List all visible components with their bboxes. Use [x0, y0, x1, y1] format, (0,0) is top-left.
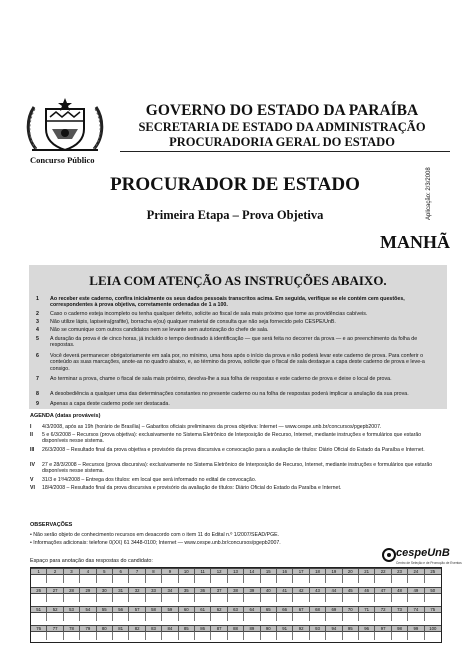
question-number: 94 — [326, 626, 342, 633]
answer-cell[interactable] — [375, 613, 391, 621]
question-number: 70 — [343, 607, 359, 614]
answer-cell[interactable] — [293, 632, 309, 640]
question-number: 16 — [277, 569, 293, 576]
question-number: 73 — [392, 607, 408, 614]
answer-cell[interactable] — [310, 575, 326, 583]
answer-cell[interactable] — [80, 613, 96, 621]
question-number: 93 — [310, 626, 326, 633]
question-number: 84 — [162, 626, 178, 633]
agenda-text: 4/3/2008, após as 19h (horário de Brasília) – Gabaritos oficiais preliminares da prova objetiva: Internet — www.cespe.unb.br/concursos/pgepb2007. — [42, 424, 382, 430]
instruction-number: 9 — [36, 401, 39, 407]
answer-cell[interactable] — [31, 575, 47, 583]
instruction-item — [36, 327, 440, 334]
instruction-text: Ao receber este caderno, confira inicialmente os seus dados pessoais transcritos acima. Em seguida, verifique se ele contém cem questões, correspondentes à prova objetiva, corretamente ordenadas de 1 a 100. — [50, 296, 405, 309]
question-number: 65 — [261, 607, 277, 614]
instruction-item — [36, 376, 440, 390]
question-number: 97 — [375, 626, 391, 633]
answer-cell[interactable] — [47, 632, 63, 640]
header-secretariat: SECRETARIA DE ESTADO DA ADMINISTRAÇÃO — [138, 120, 426, 134]
question-number: 8 — [146, 569, 162, 576]
agenda-number: V — [30, 477, 34, 483]
exam-type-label: Concurso Público — [30, 155, 95, 165]
question-number: 90 — [261, 626, 277, 633]
agenda-number: IV — [30, 462, 35, 468]
question-number: 91 — [277, 626, 293, 633]
answer-cell[interactable] — [179, 613, 195, 621]
answer-cell[interactable] — [326, 632, 342, 640]
answer-cell[interactable] — [293, 594, 309, 602]
answer-cell[interactable] — [244, 594, 260, 602]
answer-cell[interactable] — [277, 594, 293, 602]
answer-cell[interactable] — [31, 632, 47, 640]
question-number: 46 — [359, 588, 375, 595]
instruction-number: 1 — [36, 296, 39, 302]
question-number: 34 — [162, 588, 178, 595]
answer-cell[interactable] — [359, 594, 375, 602]
question-number: 35 — [179, 588, 195, 595]
answer-cell[interactable] — [80, 632, 96, 640]
question-number: 54 — [80, 607, 96, 614]
position-title: PROCURADOR DE ESTADO — [110, 174, 360, 195]
question-number: 4 — [80, 569, 96, 576]
answer-cell[interactable] — [228, 613, 244, 621]
agenda-text: 31/3 e 1º/4/2008 – Entrega dos títulos: em local que será informado no edital de convocação. — [42, 477, 257, 483]
answer-cell[interactable] — [64, 613, 80, 621]
question-number: 10 — [179, 569, 195, 576]
answer-cell[interactable] — [228, 632, 244, 640]
instruction-number: 7 — [36, 376, 39, 382]
question-number: 60 — [179, 607, 195, 614]
question-number: 28 — [64, 588, 80, 595]
question-number: 22 — [375, 569, 391, 576]
question-number: 20 — [343, 569, 359, 576]
answer-cell[interactable] — [261, 632, 277, 640]
question-number: 39 — [244, 588, 260, 595]
instruction-number: 6 — [36, 353, 39, 359]
observation-item: • Informações adicionais: telefone 0(XX) 61 3448-0100; Internet — www.cespe.unb.br/concursos/pgepb2007. — [30, 540, 281, 546]
question-number: 85 — [179, 626, 195, 633]
instruction-number: 4 — [36, 327, 39, 333]
answer-cell[interactable] — [359, 613, 375, 621]
answer-blank-row — [31, 594, 441, 602]
question-number: 99 — [408, 626, 424, 633]
question-number: 30 — [97, 588, 113, 595]
agenda-item — [30, 432, 442, 445]
answer-cell[interactable] — [261, 594, 277, 602]
question-number: 82 — [129, 626, 145, 633]
question-number: 7 — [129, 569, 145, 576]
header-government: GOVERNO DO ESTADO DA PARAÍBA — [145, 102, 419, 119]
answer-cell[interactable] — [261, 575, 277, 583]
answer-cell[interactable] — [228, 575, 244, 583]
instruction-item — [36, 353, 440, 373]
question-number: 13 — [228, 569, 244, 576]
answer-cell[interactable] — [146, 575, 162, 583]
answer-cell[interactable] — [64, 632, 80, 640]
instruction-text: Não se comunique com outros candidatos nem se levante sem autorização do chefe de sala. — [50, 327, 269, 333]
question-number: 81 — [113, 626, 129, 633]
answer-cell[interactable] — [195, 594, 211, 602]
instruction-text: Você deverá permanecer obrigatoriamente em sala por, no mínimo, uma hora após o início da prova e não poderá levar este caderno de prova. Para conferir o conteúdo as suas marcações, anote-as no quadro abaixo, e, ao término da prova, solicite que o fiscal de sala destaque a capa deste caderno de prova e leve-a consigo. — [50, 353, 425, 372]
answer-cell[interactable] — [293, 613, 309, 621]
agenda-number: I — [30, 424, 32, 430]
question-number: 14 — [244, 569, 260, 576]
header-attorney-general: PROCURADORIA GERAL DO ESTADO — [169, 135, 395, 149]
question-number: 32 — [129, 588, 145, 595]
question-number: 71 — [359, 607, 375, 614]
question-number: 3 — [64, 569, 80, 576]
question-number: 26 — [31, 588, 47, 595]
instruction-number: 5 — [36, 336, 39, 342]
question-number: 98 — [392, 626, 408, 633]
answer-cell[interactable] — [425, 632, 441, 640]
question-number: 15 — [261, 569, 277, 576]
answer-cell[interactable] — [392, 632, 408, 640]
question-number: 5 — [97, 569, 113, 576]
answer-cell[interactable] — [375, 632, 391, 640]
answer-cell[interactable] — [277, 632, 293, 640]
question-number: 57 — [129, 607, 145, 614]
question-number: 66 — [277, 607, 293, 614]
question-number: 38 — [228, 588, 244, 595]
answer-cell[interactable] — [310, 613, 326, 621]
observations-title: OBSERVAÇÕES — [30, 522, 73, 528]
agenda-number: II — [30, 432, 33, 438]
answer-cell[interactable] — [408, 632, 424, 640]
answer-cell[interactable] — [162, 575, 178, 583]
answer-cell[interactable] — [425, 613, 441, 621]
answer-cell[interactable] — [326, 613, 342, 621]
question-number: 59 — [162, 607, 178, 614]
answer-cell[interactable] — [113, 632, 129, 640]
answer-blank-row — [31, 632, 441, 640]
answer-blank-row — [31, 613, 441, 621]
answer-number-row — [31, 568, 441, 575]
answer-cell[interactable] — [162, 613, 178, 621]
question-number: 88 — [228, 626, 244, 633]
question-number: 48 — [392, 588, 408, 595]
answer-cell[interactable] — [113, 575, 129, 583]
answer-cell[interactable] — [326, 575, 342, 583]
answer-cell[interactable] — [425, 594, 441, 602]
question-number: 21 — [359, 569, 375, 576]
instruction-item — [36, 296, 440, 310]
question-number: 87 — [211, 626, 227, 633]
answer-cell[interactable] — [343, 594, 359, 602]
question-number: 31 — [113, 588, 129, 595]
question-number: 83 — [146, 626, 162, 633]
answer-cell[interactable] — [343, 613, 359, 621]
instructions-title: LEIA COM ATENÇÃO AS INSTRUÇÕES ABAIXO. — [89, 273, 387, 288]
question-number: 67 — [293, 607, 309, 614]
question-number: 19 — [326, 569, 342, 576]
answer-cell[interactable] — [97, 594, 113, 602]
answer-cell[interactable] — [97, 632, 113, 640]
answer-cell[interactable] — [129, 594, 145, 602]
question-number: 69 — [326, 607, 342, 614]
answer-cell[interactable] — [326, 594, 342, 602]
answer-cell[interactable] — [129, 632, 145, 640]
question-number: 6 — [113, 569, 129, 576]
answer-cell[interactable] — [375, 575, 391, 583]
exam-stage: Primeira Etapa – Prova Objetiva — [146, 208, 324, 222]
instruction-item — [36, 319, 440, 326]
question-number: 55 — [97, 607, 113, 614]
answer-sheet-label: Espaço para anotação das respostas do candidato: — [30, 558, 153, 564]
answer-cell[interactable] — [47, 594, 63, 602]
question-number: 36 — [195, 588, 211, 595]
answer-cell[interactable] — [146, 594, 162, 602]
question-number: 49 — [408, 588, 424, 595]
answer-cell[interactable] — [228, 594, 244, 602]
answer-cell[interactable] — [146, 632, 162, 640]
header-divider — [120, 151, 450, 152]
agenda-text: 5 e 6/3/2008 – Recursos (prova objetiva): exclusivamente no Sistema Eletrônico de Interposição de Recurso, Internet, mediante instruções e formulários que estarão disponíveis nesse sistema. — [42, 432, 422, 445]
answer-cell[interactable] — [64, 594, 80, 602]
instruction-item — [36, 311, 440, 318]
instruction-text: A duração da prova é de cinco horas, já incluído o tempo destinado à identificação — que será feita no decorrer da prova — e ao preenchimento da folha de respostas. — [50, 336, 418, 349]
agenda-item — [30, 485, 442, 492]
answer-cell[interactable] — [425, 575, 441, 583]
instruction-item — [36, 336, 440, 350]
cespe-logo-text: cespeUnB — [396, 547, 450, 559]
question-number: 62 — [211, 607, 227, 614]
question-number: 51 — [31, 607, 47, 614]
agenda-number: III — [30, 447, 35, 453]
question-number: 40 — [261, 588, 277, 595]
answer-cell[interactable] — [375, 594, 391, 602]
answer-cell[interactable] — [310, 632, 326, 640]
question-number: 47 — [375, 588, 391, 595]
answer-cell[interactable] — [113, 613, 129, 621]
agenda-text: 26/3/2008 – Resultado final da prova objetiva e provisório da prova discursiva e convocação para a avaliação de títulos: Diário Oficial do Estado da Paraíba e Internet. — [42, 447, 425, 453]
answer-cell[interactable] — [392, 613, 408, 621]
answer-cell[interactable] — [211, 575, 227, 583]
question-number: 72 — [375, 607, 391, 614]
agenda-number: VI — [30, 485, 35, 491]
agenda-text: 27 e 28/3/2008 – Recursos (prova discursiva): exclusivamente no Sistema Eletrônico de Interposição de Recurso, Internet, mediante instruções e formulários que estarão disponíveis nesse sistema. — [42, 462, 433, 475]
answer-cell[interactable] — [146, 613, 162, 621]
agenda-text: 18/4/2008 – Resultado final da prova discursiva e provisório da avaliação de títulos: Diário Oficial do Estado da Paraíba e Internet. — [42, 485, 342, 491]
answer-blank-row — [31, 575, 441, 583]
answer-cell[interactable] — [261, 613, 277, 621]
answer-number-row — [31, 587, 441, 594]
question-number: 17 — [293, 569, 309, 576]
question-number: 18 — [310, 569, 326, 576]
answer-cell[interactable] — [47, 575, 63, 583]
answer-cell[interactable] — [97, 613, 113, 621]
answer-cell[interactable] — [408, 613, 424, 621]
instruction-number: 3 — [36, 319, 39, 325]
question-number: 29 — [80, 588, 96, 595]
answer-cell[interactable] — [310, 594, 326, 602]
question-number: 63 — [228, 607, 244, 614]
question-number: 37 — [211, 588, 227, 595]
answer-cell[interactable] — [31, 594, 47, 602]
agenda-item — [30, 447, 442, 460]
question-number: 42 — [293, 588, 309, 595]
question-number: 79 — [80, 626, 96, 633]
question-number: 12 — [211, 569, 227, 576]
answer-cell[interactable] — [179, 594, 195, 602]
answer-cell[interactable] — [97, 575, 113, 583]
answer-cell[interactable] — [211, 594, 227, 602]
question-number: 52 — [47, 607, 63, 614]
answer-cell[interactable] — [31, 613, 47, 621]
state-coat-of-arms-icon — [22, 97, 108, 153]
question-number: 96 — [359, 626, 375, 633]
question-number: 33 — [146, 588, 162, 595]
question-number: 23 — [392, 569, 408, 576]
question-number: 77 — [47, 626, 63, 633]
question-number: 11 — [195, 569, 211, 576]
answer-cell[interactable] — [244, 632, 260, 640]
question-number: 100 — [429, 626, 437, 631]
answer-cell[interactable] — [80, 575, 96, 583]
answer-cell[interactable] — [47, 613, 63, 621]
answer-cell[interactable] — [293, 575, 309, 583]
answer-cell[interactable] — [64, 575, 80, 583]
question-number: 41 — [277, 588, 293, 595]
answer-cell[interactable] — [392, 575, 408, 583]
answer-cell[interactable] — [195, 632, 211, 640]
question-number: 89 — [244, 626, 260, 633]
application-date: Aplicação: 2/3/2008 — [426, 167, 432, 220]
question-number: 74 — [408, 607, 424, 614]
question-number: 1 — [31, 569, 47, 576]
answer-cell[interactable] — [277, 575, 293, 583]
instruction-text: Apenas a capa deste caderno pode ser destacada. — [50, 401, 170, 407]
instruction-text: A desobediência a qualquer uma das determinações constantes no presente caderno ou na folha de respostas poderá implicar a anulação da sua prova. — [50, 391, 409, 397]
question-number: 76 — [31, 626, 47, 633]
exam-shift: MANHÃ — [380, 232, 450, 252]
answer-grid — [30, 567, 442, 643]
question-number: 43 — [310, 588, 326, 595]
instruction-text: Não utilize lápis, lapiseira(grafite), borracha e(ou) qualquer material de consulta que não seja fornecido pelo CESPE/UnB. — [50, 319, 336, 325]
question-number: 61 — [195, 607, 211, 614]
answer-cell[interactable] — [162, 632, 178, 640]
question-number: 50 — [430, 588, 436, 593]
question-number: 44 — [326, 588, 342, 595]
question-number: 53 — [64, 607, 80, 614]
question-number: 68 — [310, 607, 326, 614]
question-number: 24 — [408, 569, 424, 576]
question-number: 75 — [430, 607, 436, 612]
instruction-text: Caso o caderno esteja incompleto ou tenha qualquer defeito, solicite ao fiscal de sala mais próximo que tome as providências cabíveis. — [50, 311, 368, 317]
question-number: 92 — [293, 626, 309, 633]
question-number: 58 — [146, 607, 162, 614]
answer-cell[interactable] — [408, 594, 424, 602]
answer-cell[interactable] — [195, 613, 211, 621]
question-number: 95 — [343, 626, 359, 633]
answer-number-row — [31, 625, 441, 632]
answer-cell[interactable] — [179, 575, 195, 583]
agenda-item — [30, 477, 442, 484]
instruction-item — [36, 401, 440, 408]
answer-cell[interactable] — [211, 613, 227, 621]
instruction-number: 2 — [36, 311, 39, 317]
question-number: 78 — [64, 626, 80, 633]
question-number: 27 — [47, 588, 63, 595]
answer-cell[interactable] — [277, 613, 293, 621]
question-number: 56 — [113, 607, 129, 614]
answer-cell[interactable] — [129, 575, 145, 583]
answer-cell[interactable] — [80, 594, 96, 602]
instruction-number: 8 — [36, 391, 39, 397]
question-number: 2 — [47, 569, 63, 576]
answer-cell[interactable] — [408, 575, 424, 583]
answer-cell[interactable] — [343, 632, 359, 640]
agenda-item — [30, 462, 442, 475]
answer-cell[interactable] — [244, 613, 260, 621]
answer-cell[interactable] — [162, 594, 178, 602]
observation-item: • Não serão objeto de conhecimento recursos em desacordo com o item 11 do Edital n.º 1/2007/SEAD/PGE. — [30, 532, 280, 538]
question-number: 64 — [244, 607, 260, 614]
answer-cell[interactable] — [359, 575, 375, 583]
answer-cell[interactable] — [244, 575, 260, 583]
question-number: 25 — [430, 569, 436, 574]
question-number: 80 — [97, 626, 113, 633]
answer-cell[interactable] — [392, 594, 408, 602]
cespe-logo-subtitle: Centro de Seleção e de Promoção de Eventos — [396, 561, 462, 565]
answer-number-row — [31, 606, 441, 613]
answer-cell[interactable] — [129, 613, 145, 621]
instruction-text: Ao terminar a prova, chame o fiscal de sala mais próximo, devolva-lhe a sua folha de respostas e este caderno de prova e deixe o local de prova. — [50, 376, 392, 382]
question-number: 9 — [162, 569, 178, 576]
answer-cell[interactable] — [113, 594, 129, 602]
answer-cell[interactable] — [211, 632, 227, 640]
question-number: 45 — [343, 588, 359, 595]
answer-cell[interactable] — [343, 575, 359, 583]
question-number: 86 — [195, 626, 211, 633]
agenda-item — [30, 424, 442, 431]
cespe-logo-icon — [382, 548, 396, 562]
agenda-title: AGENDA (datas prováveis) — [30, 413, 101, 419]
answer-cell[interactable] — [359, 632, 375, 640]
answer-cell[interactable] — [179, 632, 195, 640]
answer-cell[interactable] — [195, 575, 211, 583]
